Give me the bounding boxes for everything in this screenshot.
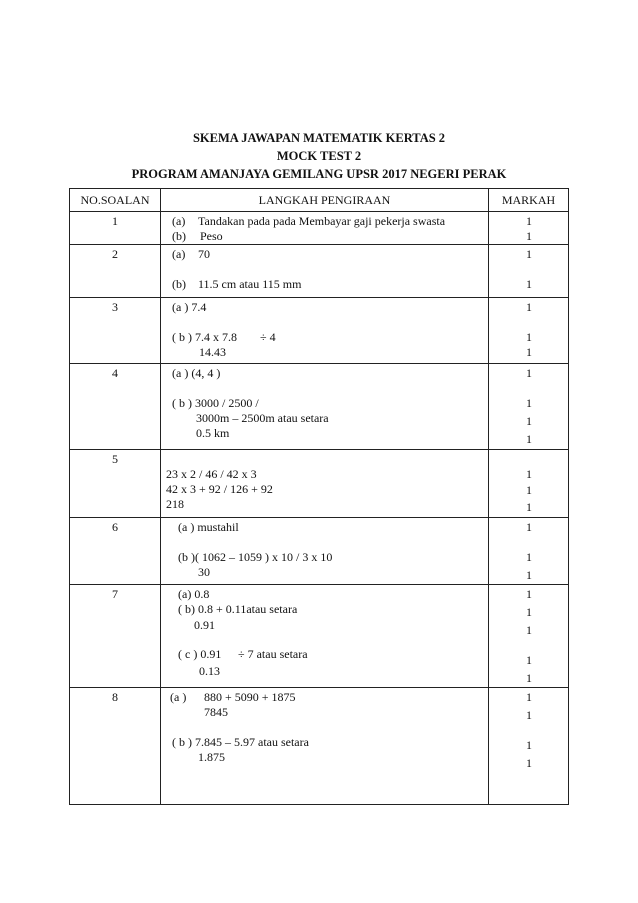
step-line: Peso (200, 229, 223, 243)
step-line: ÷ 7 atau setara (238, 647, 308, 661)
step-line: 3000m – 2500m atau setara (196, 411, 329, 425)
document-header (0, 129, 638, 183)
step-line: (a) (172, 247, 186, 261)
mark-value: 1 (526, 247, 532, 261)
mark-value: 1 (526, 277, 532, 291)
table-header-row (70, 189, 569, 212)
mark-value: 1 (526, 300, 532, 314)
table-row (70, 298, 569, 364)
header-subtitle: MOCK TEST 2 (276, 149, 362, 163)
answer-scheme-table (69, 188, 569, 805)
step-line: ( b ) 3000 / 2500 / (172, 396, 259, 410)
marks-cell (489, 585, 569, 688)
mark-value: 1 (526, 467, 532, 481)
marks-cell (489, 245, 569, 298)
mark-value: 1 (526, 738, 532, 752)
question-number: 3 (70, 298, 161, 364)
header-marks: MARKAH (489, 189, 569, 212)
step-line: (a ) (170, 690, 187, 704)
table-row (70, 364, 569, 450)
step-line: Tandakan pada pada Membayar gaji pekerja swasta (198, 214, 446, 228)
marks-cell (489, 688, 569, 805)
step-line: 0.91 (194, 618, 215, 632)
step-cell (161, 212, 489, 245)
question-number: 6 (70, 518, 161, 585)
step-line: (a ) 7.4 (172, 300, 207, 314)
mark-value: 1 (526, 623, 532, 637)
mark-value: 1 (526, 708, 532, 722)
marks-cell (489, 298, 569, 364)
mark-value: 1 (526, 330, 532, 344)
table-row (70, 450, 569, 518)
step-line: ÷ 4 (260, 330, 276, 344)
header-question-no: NO.SOALAN (70, 189, 161, 212)
question-number: 1 (70, 212, 161, 245)
mark-value: 1 (526, 568, 532, 582)
mark-value: 1 (526, 690, 532, 704)
step-line: (b )( 1062 – 1059 ) x 10 / 3 x 10 (178, 550, 333, 564)
header-title: SKEMA JAWAPAN MATEMATIK KERTAS 2 (192, 131, 446, 145)
step-line: 11.5 cm atau 115 mm (198, 277, 302, 291)
step-cell (161, 245, 489, 298)
step-line: ( c ) 0.91 (178, 647, 222, 661)
step-line: ( b) 0.8 + 0.11atau setara (178, 602, 298, 616)
mark-value: 1 (526, 500, 532, 514)
mark-value: 1 (526, 432, 532, 446)
step-line: 880 + 5090 + 1875 (204, 690, 296, 704)
question-number: 7 (70, 585, 161, 688)
question-number: 5 (70, 450, 161, 518)
step-line: (b) (172, 277, 186, 291)
step-cell (161, 518, 489, 585)
step-line: ( b ) 7.4 x 7.8 (172, 330, 237, 344)
step-cell (161, 364, 489, 450)
mark-value: 1 (526, 483, 532, 497)
mark-value: 1 (526, 396, 532, 410)
step-line: 0.13 (199, 664, 220, 678)
mark-value: 1 (526, 345, 532, 359)
mark-value: 1 (526, 756, 532, 770)
step-line: 23 x 2 / 46 / 42 x 3 (166, 467, 257, 481)
mark-value: 1 (526, 605, 532, 619)
table-row (70, 585, 569, 688)
marks-cell (489, 450, 569, 518)
question-number: 2 (70, 245, 161, 298)
mark-value: 1 (526, 214, 532, 228)
question-number: 8 (70, 688, 161, 805)
mark-value: 1 (526, 653, 532, 667)
question-number: 4 (70, 364, 161, 450)
mark-value: 1 (526, 550, 532, 564)
step-cell (161, 585, 489, 688)
step-line: (a) (172, 214, 186, 228)
mark-value: 1 (526, 671, 532, 685)
step-line: 42 x 3 + 92 / 126 + 92 (166, 482, 273, 496)
step-line: 70 (198, 247, 210, 261)
header-steps: LANGKAH PENGIRAAN (161, 189, 489, 212)
mark-value: 1 (526, 520, 532, 534)
mark-value: 1 (526, 366, 532, 380)
step-cell (161, 298, 489, 364)
step-cell (161, 688, 489, 805)
table-row (70, 518, 569, 585)
mark-value: 1 (526, 414, 532, 428)
step-line: (a) 0.8 (178, 587, 210, 601)
step-line: 218 (166, 497, 184, 511)
marks-cell (489, 364, 569, 450)
step-line: (a ) (4, 4 ) (172, 366, 221, 380)
mark-value: 1 (526, 587, 532, 601)
table-row (70, 688, 569, 805)
table-row (70, 212, 569, 245)
step-line: 0.5 km (196, 426, 230, 440)
step-line: 1.875 (198, 750, 225, 764)
marks-cell (489, 518, 569, 585)
step-cell (161, 450, 489, 518)
step-line: 7845 (204, 705, 228, 719)
mark-value: 1 (526, 229, 532, 243)
step-line: ( b ) 7.845 – 5.97 atau setara (172, 735, 309, 749)
step-line: (b) (172, 229, 186, 243)
marks-cell (489, 212, 569, 245)
step-line: 14.43 (199, 345, 226, 359)
table-row (70, 245, 569, 298)
header-program: PROGRAM AMANJAYA GEMILANG UPSR 2017 NEGERI PERAK (131, 167, 507, 181)
step-line: (a ) mustahil (178, 520, 239, 534)
step-line: 30 (198, 565, 210, 579)
